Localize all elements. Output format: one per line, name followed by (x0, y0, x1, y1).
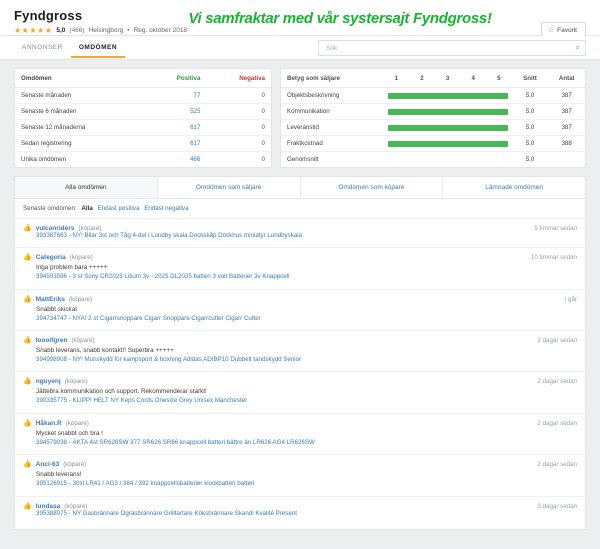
rating-category: Leveranstid (287, 124, 319, 131)
seller-rating-chart (281, 69, 585, 167)
row-positive[interactable]: 525 (190, 108, 201, 115)
col-4: 4 (460, 69, 486, 88)
shop-location: Helsingborg (88, 27, 124, 34)
review-product-link[interactable]: 394734747 - NYA! 2 st Cigarrsnoppare Cigarr Snoppare Cigarrcutter Cigarr Cutter (36, 314, 261, 322)
tab-omdomen[interactable]: OMDÖMEN (71, 38, 125, 58)
row-positive[interactable]: 77 (193, 92, 201, 99)
review-time: i går (564, 295, 577, 303)
rating-bar (384, 88, 512, 104)
review-text: Snabbt skickat (36, 305, 77, 313)
bar-track (388, 93, 508, 99)
table-row (281, 136, 585, 152)
search-input[interactable] (324, 44, 576, 53)
shop-rating-row (14, 26, 586, 35)
review-time: 2 dagar sedan (537, 378, 577, 386)
reviews-subbar (15, 199, 585, 219)
review-text: Snabb leverans, snabb kontakt!! Superbra +++++ (36, 347, 174, 355)
row-positive[interactable]: 617 (190, 124, 201, 131)
filter-lamnade-omdomen[interactable]: Lämnade omdömen (485, 184, 544, 191)
review-role: (köpare) (78, 225, 102, 232)
table-row (15, 136, 271, 152)
review-text: Inga problem bara +++++ (36, 264, 108, 272)
bar-fill (388, 93, 508, 99)
review-header (23, 337, 577, 344)
row-negative: 0 (261, 156, 265, 163)
thumbs-up-icon: 👍 (23, 337, 32, 345)
review-header (23, 461, 577, 468)
review-username[interactable]: loooifgren (35, 337, 68, 345)
rating-count-cell: 388 (561, 140, 572, 147)
shop-registration: • (127, 27, 130, 34)
rating-average: 5,0 (525, 156, 535, 163)
shop-registration-date: Reg. oktober 2018 (133, 27, 188, 34)
rating-average: 5,0 (525, 140, 535, 147)
review-product-link[interactable]: 390335775 - KLIPP! HELT NY Keps Cords Onesize Grey Unisex Manchester (36, 397, 248, 405)
row-positive[interactable]: 617 (190, 140, 201, 147)
rating-count-cell: 387 (561, 124, 572, 131)
rating-bar (384, 104, 512, 120)
thumbs-up-icon: 👍 (23, 254, 32, 262)
review-product-link[interactable]: 394579038 - ÄKTA 4st SR626SW 377 SR626 SR66 knappcell batteri bättre än LR626 AG4 LR626SW (36, 438, 315, 446)
review-username[interactable]: Categoria (35, 254, 66, 262)
shop-header (0, 0, 600, 36)
review-product-link[interactable]: 395388075 - NY Gasbrännare Ogräsbrännare Grilltartare Köksbrännare Skandi Kvalité Present (36, 509, 297, 517)
col-betyg: Betyg som säljare (281, 69, 384, 88)
thumbs-up-icon: 👍 (23, 225, 32, 232)
bar-fill (388, 109, 508, 115)
row-label: Senaste 12 månaderna (21, 124, 86, 131)
review-header (23, 503, 577, 510)
review-time: 2 dagar sedan (537, 419, 577, 427)
rating-count-cell: 387 (561, 108, 572, 115)
review-header (23, 378, 577, 385)
list-item (15, 414, 585, 455)
rating-count-cell (548, 152, 585, 168)
rating-count[interactable]: (466) (69, 27, 85, 34)
table-row (15, 120, 271, 136)
review-header (23, 254, 577, 261)
review-product-link[interactable]: 393387663 - NY! Bilar 3st och Tåg 4-del i Lundby skala Dockskåp Dockhus miniatyr Lundbyskala (36, 232, 303, 239)
thumbs-up-icon: 👍 (23, 419, 32, 427)
bar-fill (388, 125, 508, 131)
review-time: 2 dagar sedan (537, 337, 577, 345)
col-antal: Antal (548, 69, 585, 88)
table-row (281, 120, 585, 136)
list-item (15, 372, 585, 413)
page-title: Fyndgross (14, 8, 83, 23)
row-label: Unika omdömen (21, 156, 67, 163)
star-rating-icon: ★★★★★ (14, 26, 53, 35)
stats-panels (14, 68, 586, 168)
filter-alla-omdomen[interactable]: Alla omdömen (15, 177, 158, 198)
table-row (281, 152, 585, 168)
rating-count-cell: 387 (561, 92, 572, 99)
reviews-list (14, 199, 586, 530)
table-row (15, 88, 271, 104)
star-icon: ☆ (547, 27, 555, 34)
table-row (281, 104, 585, 120)
reviews-subbar-prefix: Senaste omdömen: (23, 205, 77, 212)
row-positive[interactable]: 466 (190, 156, 201, 163)
seller-rating-panel (280, 68, 586, 168)
tab-annonser[interactable]: ANNONSER (22, 43, 63, 51)
table-row (281, 88, 585, 104)
rating-category: Genomsnitt (287, 156, 319, 163)
rating-average: 5,0 (525, 92, 535, 99)
tab-bar (0, 36, 600, 60)
rating-category: Kommunikation (287, 108, 330, 115)
rating-bar (384, 136, 512, 152)
list-item (15, 497, 585, 525)
list-item (15, 219, 585, 248)
review-role: (köpare) (64, 378, 88, 386)
reviews-filter-negativa[interactable]: Endast negativa (144, 205, 189, 212)
row-label: Senaste månaden (21, 92, 72, 99)
list-item (15, 290, 585, 331)
review-header (23, 296, 577, 303)
thumbs-up-icon: 👍 (23, 295, 32, 303)
review-username[interactable]: Håkan.R (35, 419, 62, 427)
rating-bar-empty (384, 152, 512, 168)
review-username[interactable]: MattEriks (35, 295, 65, 303)
bar-track (388, 141, 508, 147)
rating-average: 5,0 (525, 124, 535, 131)
col-3: 3 (435, 69, 461, 88)
rating-category: Fraktkostnad (287, 140, 323, 147)
review-time: 3 dagar sedan (537, 502, 577, 510)
row-label: Sedan registrering (21, 140, 72, 147)
row-negative: 0 (261, 92, 265, 99)
col-negativa: Negativa (206, 69, 271, 88)
review-role: (köpare) (65, 419, 89, 427)
review-header (23, 225, 577, 232)
filter-omdomen-som-saljare[interactable]: Omdömen som säljare (158, 177, 301, 198)
thumbs-up-icon: 👍 (23, 502, 32, 510)
thumbs-up-icon: 👍 (23, 378, 32, 386)
row-label: Senaste 6 månaden (21, 108, 77, 115)
list-item (15, 455, 585, 496)
review-username[interactable]: Anci-63 (35, 461, 60, 469)
col-1: 1 (384, 69, 410, 88)
review-username[interactable]: lundasa (35, 502, 61, 510)
bar-fill (388, 141, 508, 147)
review-text: Jättebra kommunikation och support. Rekommenderar starkt! (36, 388, 207, 396)
favorite-label: Favorit (557, 26, 577, 34)
thumbs-up-icon: 👍 (23, 461, 32, 469)
promo-banner: Vi samfraktar med vår systersajt Fyndgross! (188, 10, 492, 27)
col-2: 2 (409, 69, 435, 88)
review-product-link[interactable]: 394503596 - 3 st Sony CR2025 Litium 3v - 2025 DL2025 batteri 3 volt Batterier 3v Knappcell (36, 273, 290, 281)
rating-bar (384, 120, 512, 136)
rating-category: Objektsbeskrivning (287, 92, 340, 99)
review-username[interactable]: nguyenj (35, 378, 61, 386)
review-role: (köpare) (64, 502, 88, 510)
review-product-link[interactable]: 395126915 - 30st LR41 / AG3 / 384 / 392 knappcellsbatterier klockbatteri batteri (36, 480, 255, 488)
table-row (15, 152, 271, 168)
bar-track (388, 109, 508, 115)
col-positiva: Positiva (145, 69, 206, 88)
review-role: (köpare) (68, 295, 93, 303)
row-negative: 0 (261, 108, 265, 115)
review-header (23, 420, 577, 427)
omdomen-summary-panel (14, 68, 272, 168)
reviews-filter-positiva[interactable]: Endast positiva (97, 205, 140, 212)
review-time: 5 timmar sedan (534, 225, 577, 232)
content-area (0, 60, 600, 530)
rating-average: 5,0 (525, 108, 535, 115)
review-time: 10 timmar sedan (530, 254, 577, 262)
row-negative: 0 (261, 124, 265, 131)
review-role: (köpare) (63, 461, 87, 469)
table-row (15, 104, 271, 120)
search-icon[interactable]: ⌕ (575, 43, 580, 52)
list-item (15, 248, 585, 289)
review-role: (köpare) (69, 254, 93, 262)
review-role: (köpare) (71, 337, 95, 345)
col-5: 5 (486, 69, 512, 88)
review-text: Mycket snabbt och bra ! (36, 429, 103, 437)
review-product-link[interactable]: 394998908 - NY! Munskydd för kampsport & boxning Adidas ADIBP10 Dubbelt tandskydd Senior (36, 356, 302, 364)
review-time: 2 dagar sedan (537, 461, 577, 469)
omdomen-summary-table (15, 69, 271, 167)
filter-omdomen-som-kopare[interactable]: Omdömen som köpare (301, 177, 444, 198)
search-box[interactable] (318, 40, 586, 56)
row-negative: 0 (261, 140, 265, 147)
col-snitt: Snitt (512, 69, 549, 88)
col-omdomen: Omdömen (15, 69, 145, 88)
list-item (15, 331, 585, 372)
rating-score: 5,0 (56, 27, 66, 34)
bar-track (388, 125, 508, 131)
review-text: Snabb leverans! (36, 471, 82, 479)
review-filter-tabs (14, 176, 586, 199)
reviews-filter-alla[interactable]: Alla (81, 205, 93, 212)
review-username[interactable]: vulcanriders (35, 225, 75, 232)
